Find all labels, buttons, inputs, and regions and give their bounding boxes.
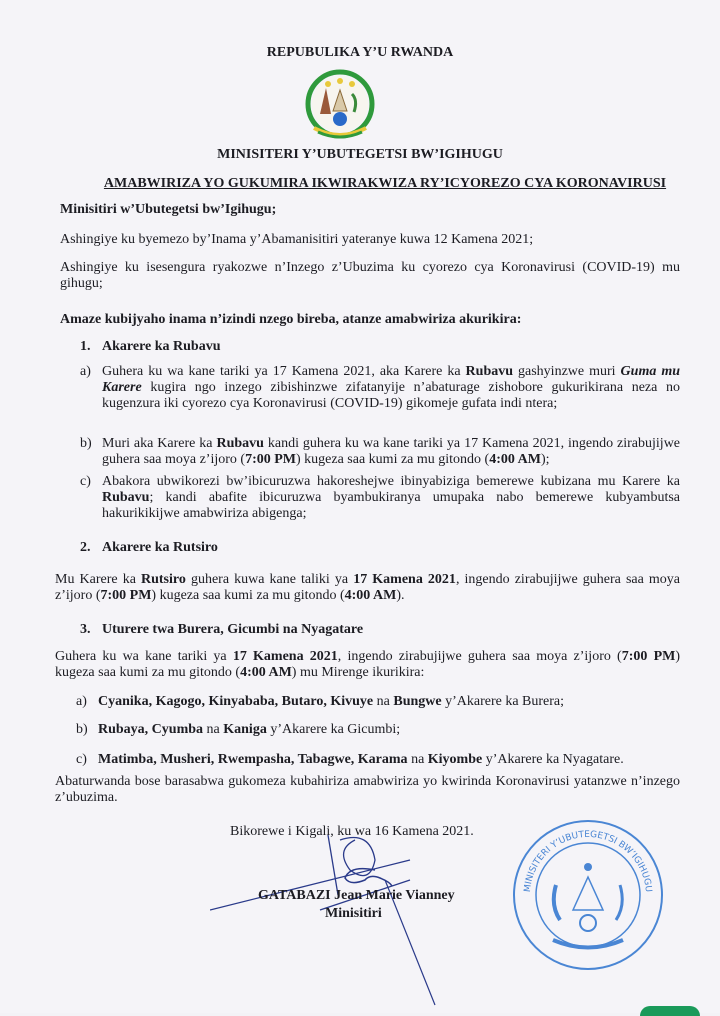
republic-heading: REPUBULIKA Y’U RWANDA bbox=[266, 45, 454, 60]
stamp-text: MINISITERI Y’UBUTEGETSI BW’IGIHUGU bbox=[522, 829, 653, 893]
section-3-text bbox=[55, 649, 680, 681]
text-run: na bbox=[407, 752, 428, 767]
text-run: ) kugeza saa kumi za mu gitondo ( bbox=[55, 649, 681, 680]
text-run: , ingendo zirabujijwe guhera saa moya z’ijoro ( bbox=[337, 649, 622, 664]
date: 17 Kamena 2021 bbox=[232, 649, 338, 664]
section-3a-label: a) bbox=[76, 694, 87, 709]
svg-text:MINISITERI Y’UBUTEGETSI BW’IGI bbox=[523, 830, 653, 893]
time-start: 7:00 PM bbox=[245, 452, 296, 467]
district-name: Rutsiro bbox=[141, 572, 186, 587]
time-end: 4:00 AM bbox=[489, 452, 541, 467]
text-run: ; kandi abafite ibicuruzwa byambukiranya umupaka nabo bemerewe kubyambutsa hakurikikijwe amabwiriza abigenga; bbox=[102, 490, 680, 521]
text-run: ); bbox=[540, 452, 550, 467]
sector-names: Rubaya, Cyumba bbox=[98, 722, 204, 737]
text-run: y’Akarere ka Nyagatare. bbox=[482, 752, 624, 767]
section-2-heading: Akarere ka Rutsiro bbox=[102, 540, 218, 555]
text-run: Guhera ku wa kane tariki ya bbox=[55, 649, 233, 664]
place-and-date: Bikorewe i Kigali, ku wa 16 Kamena 2021. bbox=[230, 824, 474, 839]
section-1a-label: a) bbox=[80, 364, 91, 379]
section-2-number: 2. bbox=[80, 540, 91, 555]
section-3a-text bbox=[98, 694, 564, 710]
text-run: Mu Karere ka bbox=[55, 572, 141, 587]
section-3-number: 3. bbox=[80, 622, 91, 637]
sector-names: Kaniga bbox=[223, 722, 267, 737]
time-end: 4:00 AM bbox=[240, 665, 292, 680]
intro-paragraph-2: Ashingiye ku isesengura ryakozwe n’Inzego z’Ubuzima ku cyorezo cya Koronavirusi (COVID-19) mu gihugu; bbox=[60, 260, 680, 291]
section-3c-label: c) bbox=[76, 752, 87, 767]
text-run: ) kugeza saa kumi za mu gitondo ( bbox=[296, 452, 490, 467]
section-1-heading: Akarere ka Rubavu bbox=[102, 339, 221, 354]
text-run: ) kugeza saa kumi za mu gitondo ( bbox=[151, 588, 345, 603]
ministry-heading: MINISITERI Y’UBUTEGETSI BW’IGIHUGU bbox=[217, 147, 503, 162]
text-run: y’Akarere ka Burera; bbox=[441, 694, 565, 709]
section-3-heading: Uturere twa Burera, Gicumbi na Nyagatare bbox=[102, 622, 364, 637]
text-run: , ingendo zirabujijwe guhera saa moya z’ijoro ( bbox=[55, 572, 681, 603]
intro-paragraph-1: Ashingiye ku byemezo by’Inama y’Abamanisitiri yateranye kuwa 12 Kamena 2021; bbox=[60, 232, 534, 247]
time-end: 4:00 AM bbox=[344, 588, 397, 603]
text-run: na bbox=[373, 694, 394, 709]
text-run: kugira ngo inzego zibishinzwe zifatanyije n’abaturage zishobore gukurikirana neza no kugenzura iki cyorezo cya Koronavirusi (COVID-19) gikomeje gufata indi ntera; bbox=[102, 380, 680, 411]
sector-names: Cyanika, Kagogo, Kinyababa, Butaro, Kivuye bbox=[98, 694, 374, 709]
section-1-number: 1. bbox=[80, 339, 91, 354]
section-1b-text bbox=[102, 436, 680, 468]
document-title: AMABWIRIZA YO GUKUMIRA IKWIRAKWIZA RY’ICYOREZO CYA KORONAVIRUSI bbox=[103, 176, 667, 191]
text-run: guhera kuwa kane taliki ya bbox=[185, 572, 354, 587]
text-run: gashyinzwe muri bbox=[513, 364, 621, 379]
time-start: 7:00 PM bbox=[100, 588, 152, 603]
time-start: 7:00 PM bbox=[621, 649, 676, 664]
section-3c-text bbox=[98, 752, 624, 768]
text-run: na bbox=[203, 722, 224, 737]
text-run: Abakora ubwikorezi bw’ibicuruzwa hakoreshejwe ibinyabiziga bemerewe kubizana mu Karere ka bbox=[102, 474, 680, 489]
decision-statement: Amaze kubijyaho inama n’izindi nzego bireba, atanze amabwiriza akurikira: bbox=[60, 312, 522, 327]
signatory-role: Minisitiri bbox=[325, 906, 382, 921]
text-run: Guhera ku wa kane tariki ya 17 Kamena 2021, aka Karere ka bbox=[102, 364, 466, 379]
section-2-text bbox=[55, 572, 680, 604]
emphasis-term: Guma mu Karere bbox=[102, 364, 681, 395]
sector-names: Bungwe bbox=[393, 694, 442, 709]
date: 17 Kamena 2021 bbox=[353, 572, 456, 587]
sector-names: Kiyombe bbox=[427, 752, 483, 767]
addressee: Minisitiri w’Ubutegetsi bw’Igihugu; bbox=[60, 202, 277, 217]
section-1c-text bbox=[102, 474, 680, 522]
text-run: ). bbox=[396, 588, 405, 603]
section-3b-text bbox=[98, 722, 400, 738]
signatory-name: GATABAZI Jean Marie Vianney bbox=[258, 888, 455, 903]
section-3b-label: b) bbox=[76, 722, 88, 737]
closing-paragraph: Abaturwanda bose barasabwa gukomeza kubahiriza amabwiriza yo kwirinda Koronavirusi yatanzwe n’inzego z’ubuzima. bbox=[55, 774, 680, 805]
bottom-green-element bbox=[640, 1006, 700, 1016]
district-name: Rubavu bbox=[216, 436, 264, 451]
district-name: Rubavu bbox=[465, 364, 514, 379]
district-name: Rubavu bbox=[102, 490, 150, 505]
ministry-stamp-icon bbox=[508, 815, 668, 975]
section-1b-label: b) bbox=[80, 436, 92, 451]
national-emblem-icon bbox=[300, 66, 380, 146]
text-run: kandi guhera ku wa kane tariki ya 17 Kamena 2021, ingendo zirabujijwe guhera saa moya z’ijoro ( bbox=[102, 436, 681, 467]
text-run: ) mu Mirenge ikurikira: bbox=[291, 665, 425, 680]
text-run: y’Akarere ka Gicumbi; bbox=[266, 722, 401, 737]
section-1c-label: c) bbox=[80, 474, 91, 489]
section-1a-text bbox=[102, 364, 680, 412]
text-run: Muri aka Karere ka bbox=[102, 436, 217, 451]
sector-names: Matimba, Musheri, Rwempasha, Tabagwe, Karama bbox=[98, 752, 408, 767]
